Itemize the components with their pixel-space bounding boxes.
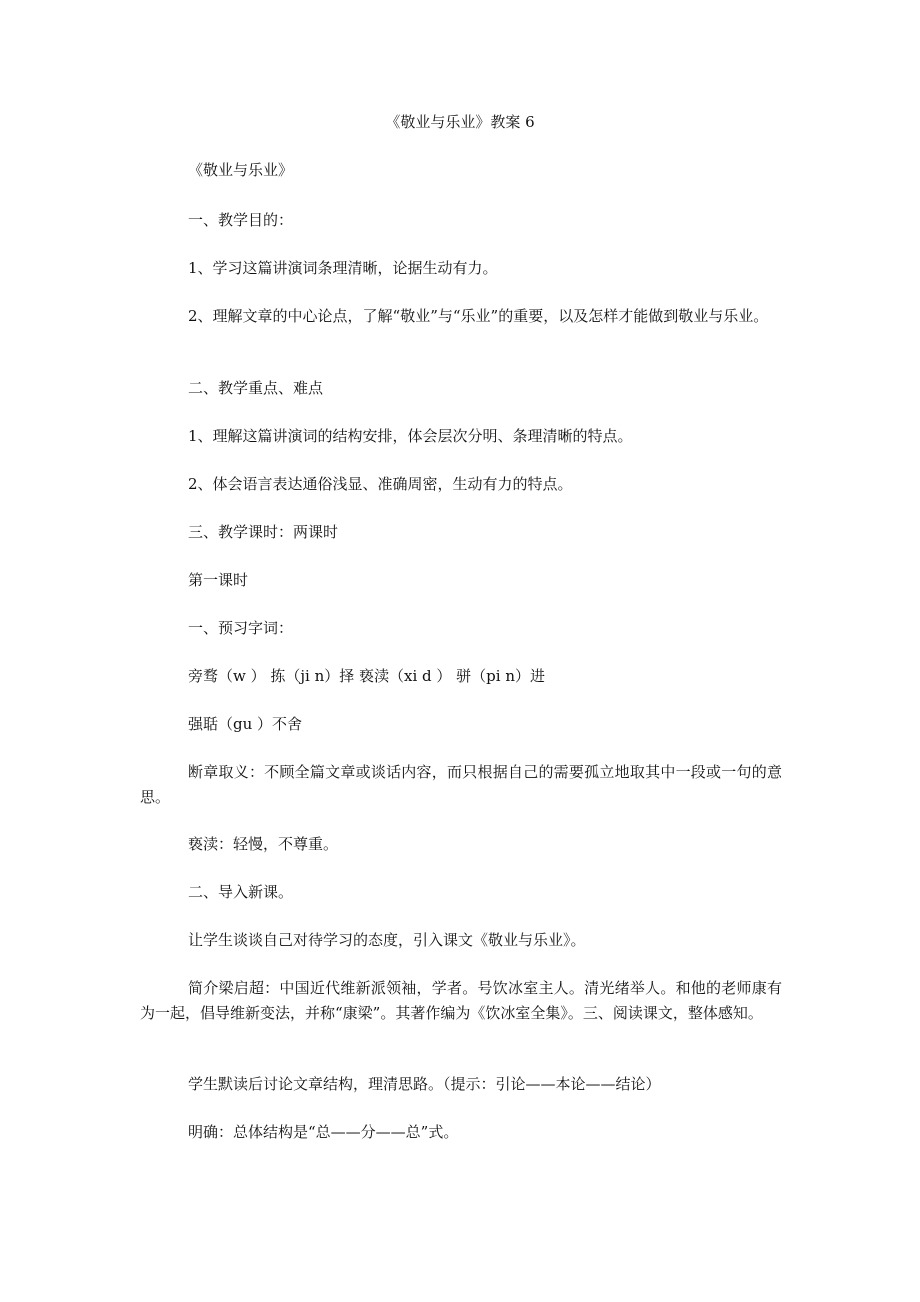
paragraph-structure-conclusion: 明确：总体结构是“总——分——总”式。 <box>188 1123 459 1141</box>
section-heading-objectives: 一、教学目的： <box>188 211 294 229</box>
section-heading-class-hours: 三、教学课时：两课时 <box>188 523 339 541</box>
document-title: 《敬业与乐业》教案 6 <box>385 113 535 131</box>
section-heading-introduction: 二、导入新课。 <box>188 883 294 901</box>
paragraph-discussion: 学生默读后讨论文章结构，理清思路。（提示：引论——本论——结论） <box>188 1075 661 1093</box>
paragraph-definition-duanzhang: 断章取义：不顾全篇文章或谈话内容，而只根据自己的需要孤立地取其中一段或一句的意思。 <box>140 763 782 806</box>
paragraph-objective-2: 2、理解文章的中心论点，了解“敬业”与“乐业”的重要，以及怎样才能做到敬业与乐业。 <box>188 307 769 325</box>
paragraph-key-point-2: 2、体会语言表达通俗浅显、准确周密，生动有力的特点。 <box>188 475 573 493</box>
paragraph-vocabulary-line-1: 旁骛（w ） 拣（ji n）择 亵渎（xi d ） 骈（pi n）进 <box>188 667 546 685</box>
lesson-heading-first: 第一课时 <box>188 571 249 589</box>
paragraph-definition-xiedu: 亵渎：轻慢，不尊重。 <box>188 835 339 853</box>
paragraph-vocabulary-line-2: 强聒（gu ）不舍 <box>188 715 303 733</box>
paragraph-introduction: 让学生谈谈自己对待学习的态度，引入课文《敬业与乐业》。 <box>188 931 586 949</box>
paragraph-key-point-1: 1、理解这篇讲演词的结构安排，体会层次分明、条理清晰的特点。 <box>188 427 633 445</box>
section-heading-key-points: 二、教学重点、难点 <box>188 379 324 397</box>
paragraph-objective-1: 1、学习这篇讲演词条理清晰，论据生动有力。 <box>188 259 498 277</box>
paragraph-author-bio: 简介梁启超：中国近代维新派领袖，学者。号饮冰室主人。清光绪举人。和他的老师康有为一起，倡导维新变法，并称“康梁”。其著作编为《饮冰室全集》。三、阅读课文，整体感知。 <box>140 979 782 1022</box>
section-heading-vocabulary: 一、预习字词： <box>188 619 294 637</box>
paragraph-text-title: 《敬业与乐业》 <box>188 161 294 179</box>
